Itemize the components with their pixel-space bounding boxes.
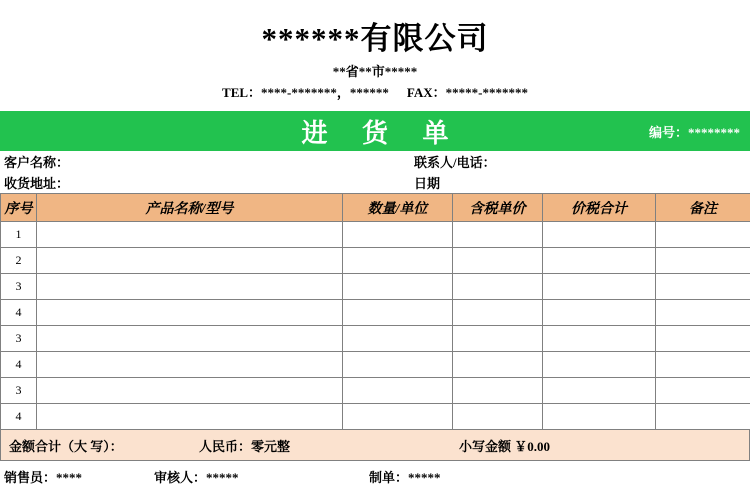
- cell-index: 4: [1, 300, 37, 326]
- column-header-unit-price: 含税单价: [453, 194, 543, 222]
- amount-in-figures: 小写金额 ￥0.00: [459, 438, 551, 454]
- salesman-field: 销售员：****: [4, 469, 83, 485]
- cell-qty[interactable]: [343, 326, 453, 352]
- auditor-field: 审核人：*****: [154, 469, 239, 485]
- cell-index: 3: [1, 378, 37, 404]
- cell-remark[interactable]: [656, 352, 750, 378]
- cell-qty[interactable]: [343, 248, 453, 274]
- cell-remark[interactable]: [656, 222, 750, 248]
- table-row[interactable]: [1, 352, 750, 378]
- cell-product[interactable]: [37, 300, 343, 326]
- company-fax: FAX：*****-*******: [406, 84, 528, 100]
- cell-amount[interactable]: [543, 326, 656, 352]
- cell-index: 4: [1, 404, 37, 430]
- cell-qty[interactable]: [343, 352, 453, 378]
- company-contact: [0, 85, 750, 101]
- document-number: 编号：********: [648, 124, 740, 140]
- document-header: [0, 0, 750, 100]
- document-title: 进 货 单: [301, 118, 463, 148]
- column-header-total: 价税合计: [543, 194, 656, 222]
- cell-amount[interactable]: [543, 248, 656, 274]
- cell-amount[interactable]: [543, 274, 656, 300]
- cell-price[interactable]: [453, 378, 543, 404]
- cell-index: 2: [1, 248, 37, 274]
- cell-price[interactable]: [453, 274, 543, 300]
- cell-price[interactable]: [453, 300, 543, 326]
- customer-name-label: 客户名称：: [4, 155, 70, 171]
- date-label: 日期: [414, 176, 441, 192]
- cell-price[interactable]: [453, 222, 543, 248]
- amount-in-words-label: 金额合计（大 写）：: [9, 438, 123, 454]
- table-body: [1, 222, 750, 430]
- cell-index: 4: [1, 352, 37, 378]
- totals-row: [0, 430, 750, 461]
- document-title-bar: [0, 111, 750, 151]
- delivery-address-label: 收货地址：: [4, 176, 70, 192]
- cell-remark[interactable]: [656, 248, 750, 274]
- table-row[interactable]: [1, 378, 750, 404]
- cell-product[interactable]: [37, 326, 343, 352]
- table-header-row: [1, 194, 750, 222]
- cell-product[interactable]: [37, 222, 343, 248]
- cell-price[interactable]: [453, 404, 543, 430]
- cell-price[interactable]: [453, 248, 543, 274]
- amount-in-words-value: 人民币：零元整: [199, 438, 291, 454]
- company-address: **省**市*****: [332, 64, 418, 80]
- customer-info-row: [0, 151, 750, 172]
- cell-amount[interactable]: [543, 222, 656, 248]
- cell-remark[interactable]: [656, 274, 750, 300]
- cell-price[interactable]: [453, 326, 543, 352]
- table-row[interactable]: [1, 404, 750, 430]
- contact-phone-label: 联系人/电话：: [414, 155, 496, 171]
- cell-product[interactable]: [37, 404, 343, 430]
- table-row[interactable]: [1, 326, 750, 352]
- items-table: [0, 193, 750, 430]
- cell-amount[interactable]: [543, 378, 656, 404]
- table-row[interactable]: [1, 222, 750, 248]
- company-name: ******有限公司: [261, 21, 489, 56]
- table-row[interactable]: [1, 274, 750, 300]
- signature-row: [0, 461, 750, 491]
- cell-remark[interactable]: [656, 300, 750, 326]
- cell-product[interactable]: [37, 248, 343, 274]
- cell-qty[interactable]: [343, 378, 453, 404]
- cell-amount[interactable]: [543, 404, 656, 430]
- cell-index: 3: [1, 274, 37, 300]
- cell-amount[interactable]: [543, 300, 656, 326]
- column-header-remark: 备注: [656, 194, 750, 222]
- company-tel: TEL：****-*******，******: [222, 84, 389, 100]
- cell-remark[interactable]: [656, 404, 750, 430]
- cell-index: 3: [1, 326, 37, 352]
- cell-product[interactable]: [37, 352, 343, 378]
- cell-product[interactable]: [37, 274, 343, 300]
- column-header-product: 产品名称/型号: [37, 194, 343, 222]
- cell-qty[interactable]: [343, 300, 453, 326]
- table-row[interactable]: [1, 300, 750, 326]
- cell-product[interactable]: [37, 378, 343, 404]
- table-row[interactable]: [1, 248, 750, 274]
- cell-qty[interactable]: [343, 404, 453, 430]
- cell-qty[interactable]: [343, 222, 453, 248]
- column-header-index: 序号: [1, 194, 37, 222]
- cell-qty[interactable]: [343, 274, 453, 300]
- maker-field: 制单：*****: [369, 469, 441, 485]
- delivery-info-row: [0, 172, 750, 193]
- cell-amount[interactable]: [543, 352, 656, 378]
- cell-remark[interactable]: [656, 378, 750, 404]
- cell-remark[interactable]: [656, 326, 750, 352]
- cell-price[interactable]: [453, 352, 543, 378]
- cell-index: 1: [1, 222, 37, 248]
- column-header-qty-unit: 数量/单位: [343, 194, 453, 222]
